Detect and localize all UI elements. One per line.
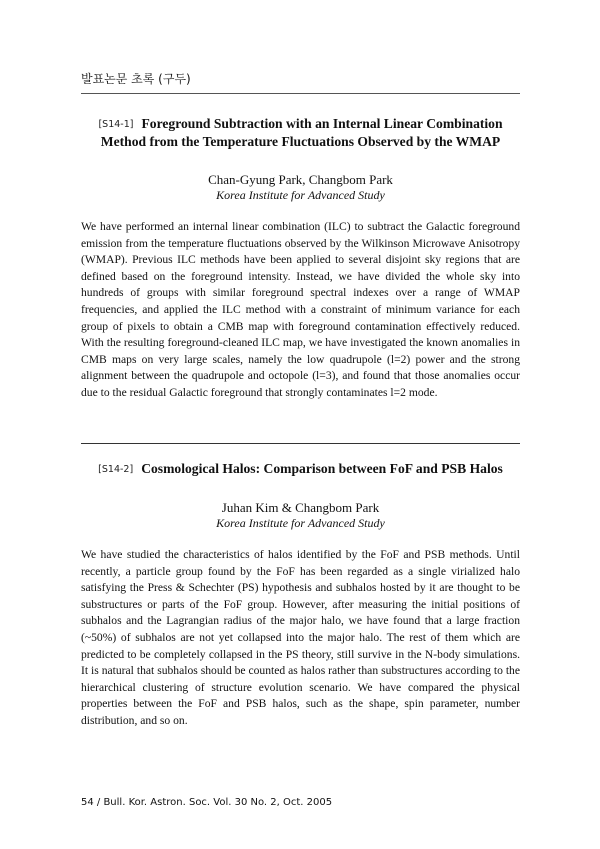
abstract-body: We have studied the characteristics of halos identified by the FoF and PSB methods. Until recently, a particle group found by the FoF has been regarded as a single virialized halo satisfying the Press & Schechter (PS) hypothesis and subhalos hosted by it are thought to be substructures or parts of the FoF group. However, after measuring the initial positions of subhalos and the Lagrangian radius of the major halo, we have found that a large fraction (~50%) of subhalos are not yet collapsed into the major halo. The rest of them which are predicted to be completely collapsed in the PS theory, still survive in the N-body simulations. It is natural that subhalos should be counted as halos rather than substructures according to the hierarchical clustering of structure evolution scenario. We have compared the physical properties between the FoF and PSB halos, such as the shape, spin parameter, number distribution, and so on.: [81, 548, 520, 727]
abstract-s14-1: [81, 115, 520, 402]
abstract-title: [81, 115, 520, 150]
abstract-title-line-1: Foreground Subtraction with an Internal Linear Combination: [141, 116, 503, 131]
abstract-title-line-2: Method from the Temperature Fluctuations Observed by the WMAP: [100, 134, 501, 149]
section-header: [81, 70, 520, 94]
abstract-body: We have performed an internal linear combination (ILC) to subtract the Galactic foreground emission from the temperature fluctuations observed by the Wilkinson Microwave Anisotropy (WMAP). Previous ILC methods have been applied to several disjoint sky regions that are defined based on the foreground intensity. Instead, we have divided the whole sky into hundreds of groups with similar foreground spectral indexes over a range of WMAP frequencies, and applied the ILC method with a constraint of minimum variance for each group of pixels to obtain a CMB map with foreground contamination effectively reduced. With the resulting foreground-cleaned ILC map, we have investigated the known anomalies in CMB maps on very large scales, namely the low quadrupole (l=2) power and the strong alignment between the quadrupole and octopole (l=3), and found that those anomalies occur due to the residual Galactic foreground that strongly contaminates l=2 mode.: [81, 220, 520, 399]
section-header-label: 발표논문 초록 (구두): [81, 72, 191, 86]
abstract-title: [81, 460, 520, 478]
section-divider: [81, 443, 520, 444]
abstract-authors: Juhan Kim & Changbom Park: [221, 500, 380, 515]
abstract-affiliation: Korea Institute for Advanced Study: [216, 516, 385, 530]
abstract-s14-2: [81, 460, 520, 730]
abstract-authors: Chan-Gyung Park, Changbom Park: [208, 172, 393, 187]
abstract-code: [S14-2]: [98, 464, 134, 475]
abstract-title-line-1: Cosmological Halos: Comparison between FoF and PSB Halos: [141, 461, 503, 476]
footer-citation: 54 / Bull. Kor. Astron. Soc. Vol. 30 No. 2, Oct. 2005: [81, 797, 333, 808]
page-footer: [81, 797, 332, 808]
abstract-code: [S14-1]: [98, 119, 134, 130]
abstract-affiliation: Korea Institute for Advanced Study: [216, 188, 385, 202]
